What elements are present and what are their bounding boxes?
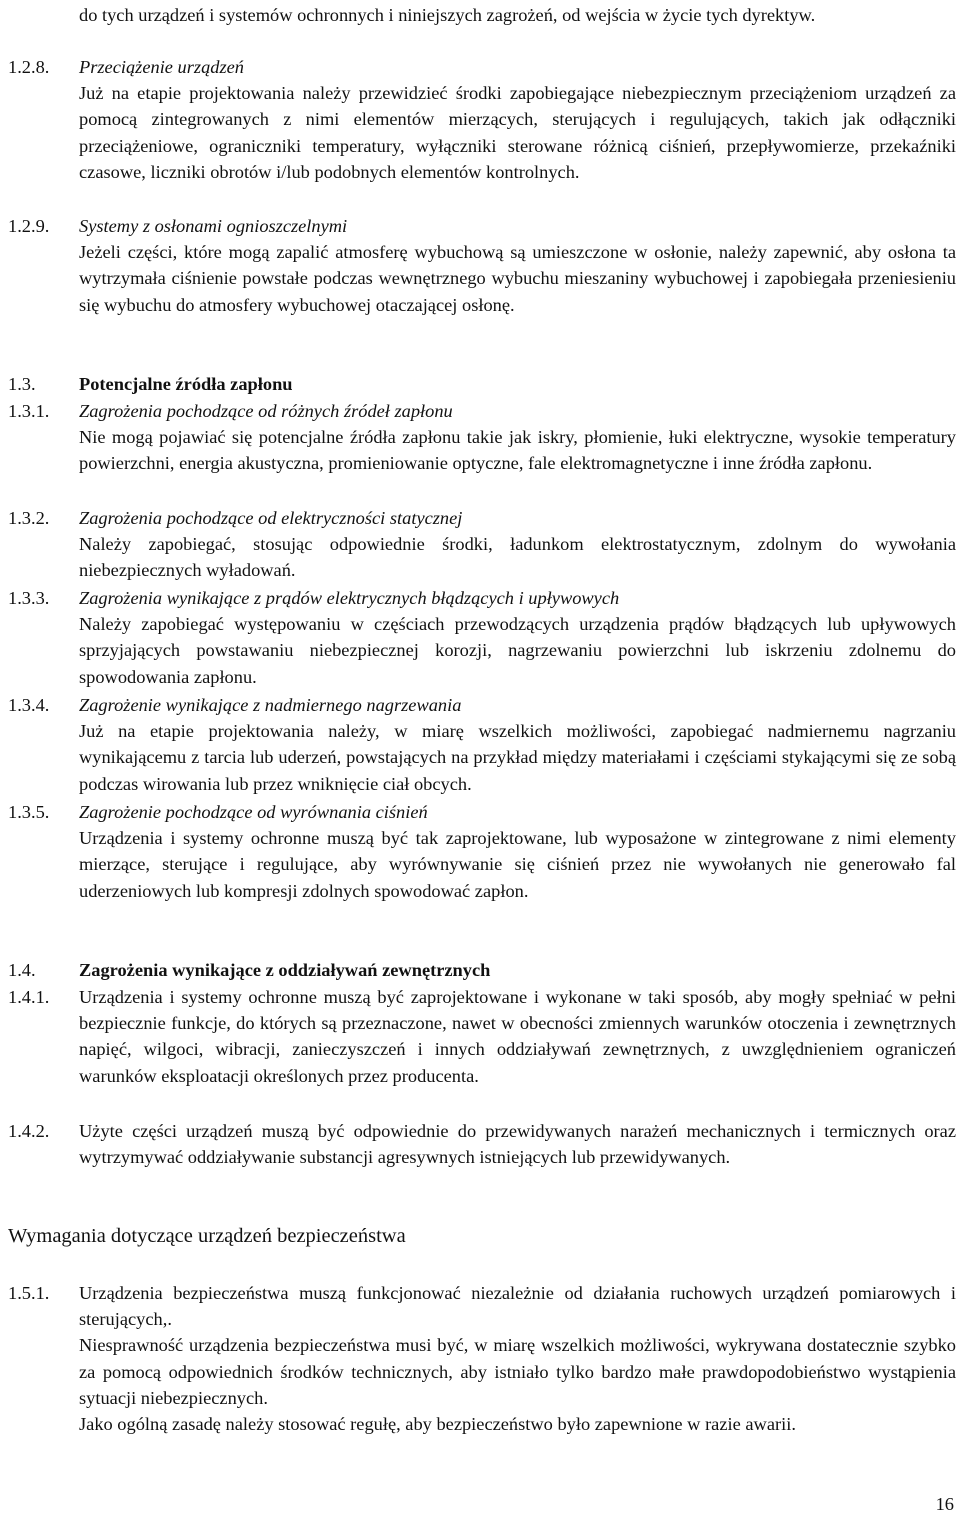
section-1-4-2	[0, 1118, 956, 1170]
section-number: 1.3.3.	[8, 588, 50, 608]
section-paragraph: Użyte części urządzeń muszą być odpowiednie do przewidywanych narażeń mechanicznych i termicznych oraz wytrzymywać oddziaływanie substancji agresywnych istniejących lub przewidywanych.	[79, 1121, 956, 1168]
section-number: 1.3.4.	[8, 695, 50, 715]
section-number: 1.2.9.	[8, 216, 50, 236]
section-title: Zagrożenie wynikające z nadmiernego nagrzewania	[79, 695, 462, 715]
section-paragraph: Nie mogą pojawiać się potencjalne źródła zapłonu takie jak iskry, płomienie, łuki elektryczne, wysokie temperatury powierzchni, energia akustyczna, promieniowanie optyczne, fale elektromagnetyczne i inne źródła zapłonu.	[79, 427, 956, 474]
section-number: 1.4.2.	[8, 1121, 50, 1141]
section-title: Zagrożenie pochodzące od wyrównania ciśnień	[79, 802, 428, 822]
section-1-4	[0, 957, 956, 983]
section-number: 1.5.1.	[8, 1283, 50, 1303]
section-number: 1.3.	[8, 374, 36, 394]
section-number: 1.4.	[8, 960, 36, 980]
section-paragraph: Urządzenia i systemy ochronne muszą być zaprojektowane i wykonane w taki sposób, aby mogły spełniać w pełni bezpiecznie funkcje, do których są przeznaczone, nawet w obecności zmiennych warunków otoczenia i zewnętrznych napięć, wilgoci, wibracji, zanieczyszczeń i innych oddziaływań zewnętrznych, z uwzględnieniem ograniczeń warunków eksploatacji określonych przez producenta.	[79, 987, 956, 1086]
section-number: 1.3.1.	[8, 401, 50, 421]
section-paragraph: Urządzenia bezpieczeństwa muszą funkcjonować niezależnie od działania ruchowych urządzeń pomiarowych i sterujących,.	[79, 1283, 956, 1330]
section-paragraph: Już na etapie projektowania należy przewidzieć środki zapobiegające niebezpiecznym przeciążeniom urządzeń za pomocą zintegrowanych z nimi elementów mierzących, sterujących i regulujących, takich jak odłączniki przeciążeniowe, ograniczniki temperatury, wyłączniki sterowane różnicą ciśnień, przepływomierze, przekaźniki czasowe, liczniki obrotów i/lub podobnych elementów kontrolnych.	[79, 83, 956, 182]
section-1-3-4	[0, 692, 956, 797]
intro-continuation	[0, 2, 956, 28]
section-1-3-5	[0, 799, 956, 904]
section-paragraph: Jeżeli części, które mogą zapalić atmosferę wybuchową są umieszczone w osłonie, należy zapewnić, aby osłona ta wytrzymała ciśnienie powstałe podczas wewnętrznego wybuchu mieszaniny wybuchowej i zapobiegała przeniesieniu się wybuchu do atmosfery wybuchowej otaczającej osłonę.	[79, 242, 956, 315]
section-number: 1.4.1.	[8, 987, 50, 1007]
safety-devices-heading: Wymagania dotyczące urządzeń bezpieczeństwa	[8, 1225, 406, 1247]
section-1-3	[0, 371, 956, 397]
section-title: Zagrożenia pochodzące od elektryczności statycznej	[79, 508, 463, 528]
section-title: Zagrożenia pochodzące od różnych źródeł zapłonu	[79, 401, 453, 421]
page-number: 16	[935, 1494, 954, 1514]
section-1-5-1	[0, 1280, 956, 1437]
section-title: Przeciążenie urządzeń	[79, 57, 244, 77]
section-number: 1.2.8.	[8, 57, 50, 77]
section-1-3-3	[0, 585, 956, 690]
section-title: Zagrożenia wynikające z prądów elektrycznych błądzących i upływowych	[79, 588, 620, 608]
section-number: 1.3.5.	[8, 802, 50, 822]
section-paragraph: Należy zapobiegać występowaniu w częściach przewodzących urządzenia prądów błądzących lub upływowych sprzyjających powstawaniu niebezpiecznej korozji, nagrzewaniu powierzchni lub iskrzeniu zdolnemu do spowodowania zapłonu.	[79, 614, 956, 687]
section-title: Zagrożenia wynikające z oddziaływań zewnętrznych	[79, 960, 491, 980]
intro-paragraph: do tych urządzeń i systemów ochronnych i niniejszych zagrożeń, od wejścia w życie tych dyrektyw.	[79, 5, 816, 25]
section-paragraph: Już na etapie projektowania należy, w miarę wszelkich możliwości, zapobiegać nadmiernemu nagrzaniu wynikającemu z tarcia lub uderzeń, powstających na przykład między materiałami i częściami stykającymi się ze sobą podczas wirowania lub przez wniknięcie ciał obcych.	[79, 721, 956, 794]
section-paragraph: Jako ogólną zasadę należy stosować regułę, aby bezpieczeństwo było zapewnione w razie awarii.	[79, 1414, 796, 1435]
section-1-3-1	[0, 398, 956, 477]
section-title: Systemy z osłonami ognioszczelnymi	[79, 216, 348, 236]
section-1-2-8	[0, 54, 956, 185]
section-title: Potencjalne źródła zapłonu	[79, 374, 293, 394]
section-1-4-1	[0, 984, 956, 1089]
section-paragraph: Niesprawność urządzenia bezpieczeństwa musi być, w miarę wszelkich możliwości, wykrywana dostatecznie szybko za pomocą odpowiednich środków technicznych, aby istniało tylko bardzo małe prawdopodobieństwo wystąpienia sytuacji niebezpiecznych.	[79, 1335, 956, 1408]
section-number: 1.3.2.	[8, 508, 50, 528]
section-paragraph: Urządzenia i systemy ochronne muszą być tak zaprojektowane, lub wyposażone w zintegrowane z nimi elementy mierzące, sterujące i regulujące, aby wyrównywanie się ciśnień przez nie wywołanych nie generowało fal uderzeniowych lub kompresji zdolnych spowodować zapłon.	[79, 828, 956, 901]
section-1-3-2	[0, 505, 956, 584]
section-1-2-9	[0, 213, 956, 318]
section-paragraph: Należy zapobiegać, stosując odpowiednie środki, ładunkom elektrostatycznym, zdolnym do wywołania niebezpiecznych wyładowań.	[79, 534, 956, 581]
